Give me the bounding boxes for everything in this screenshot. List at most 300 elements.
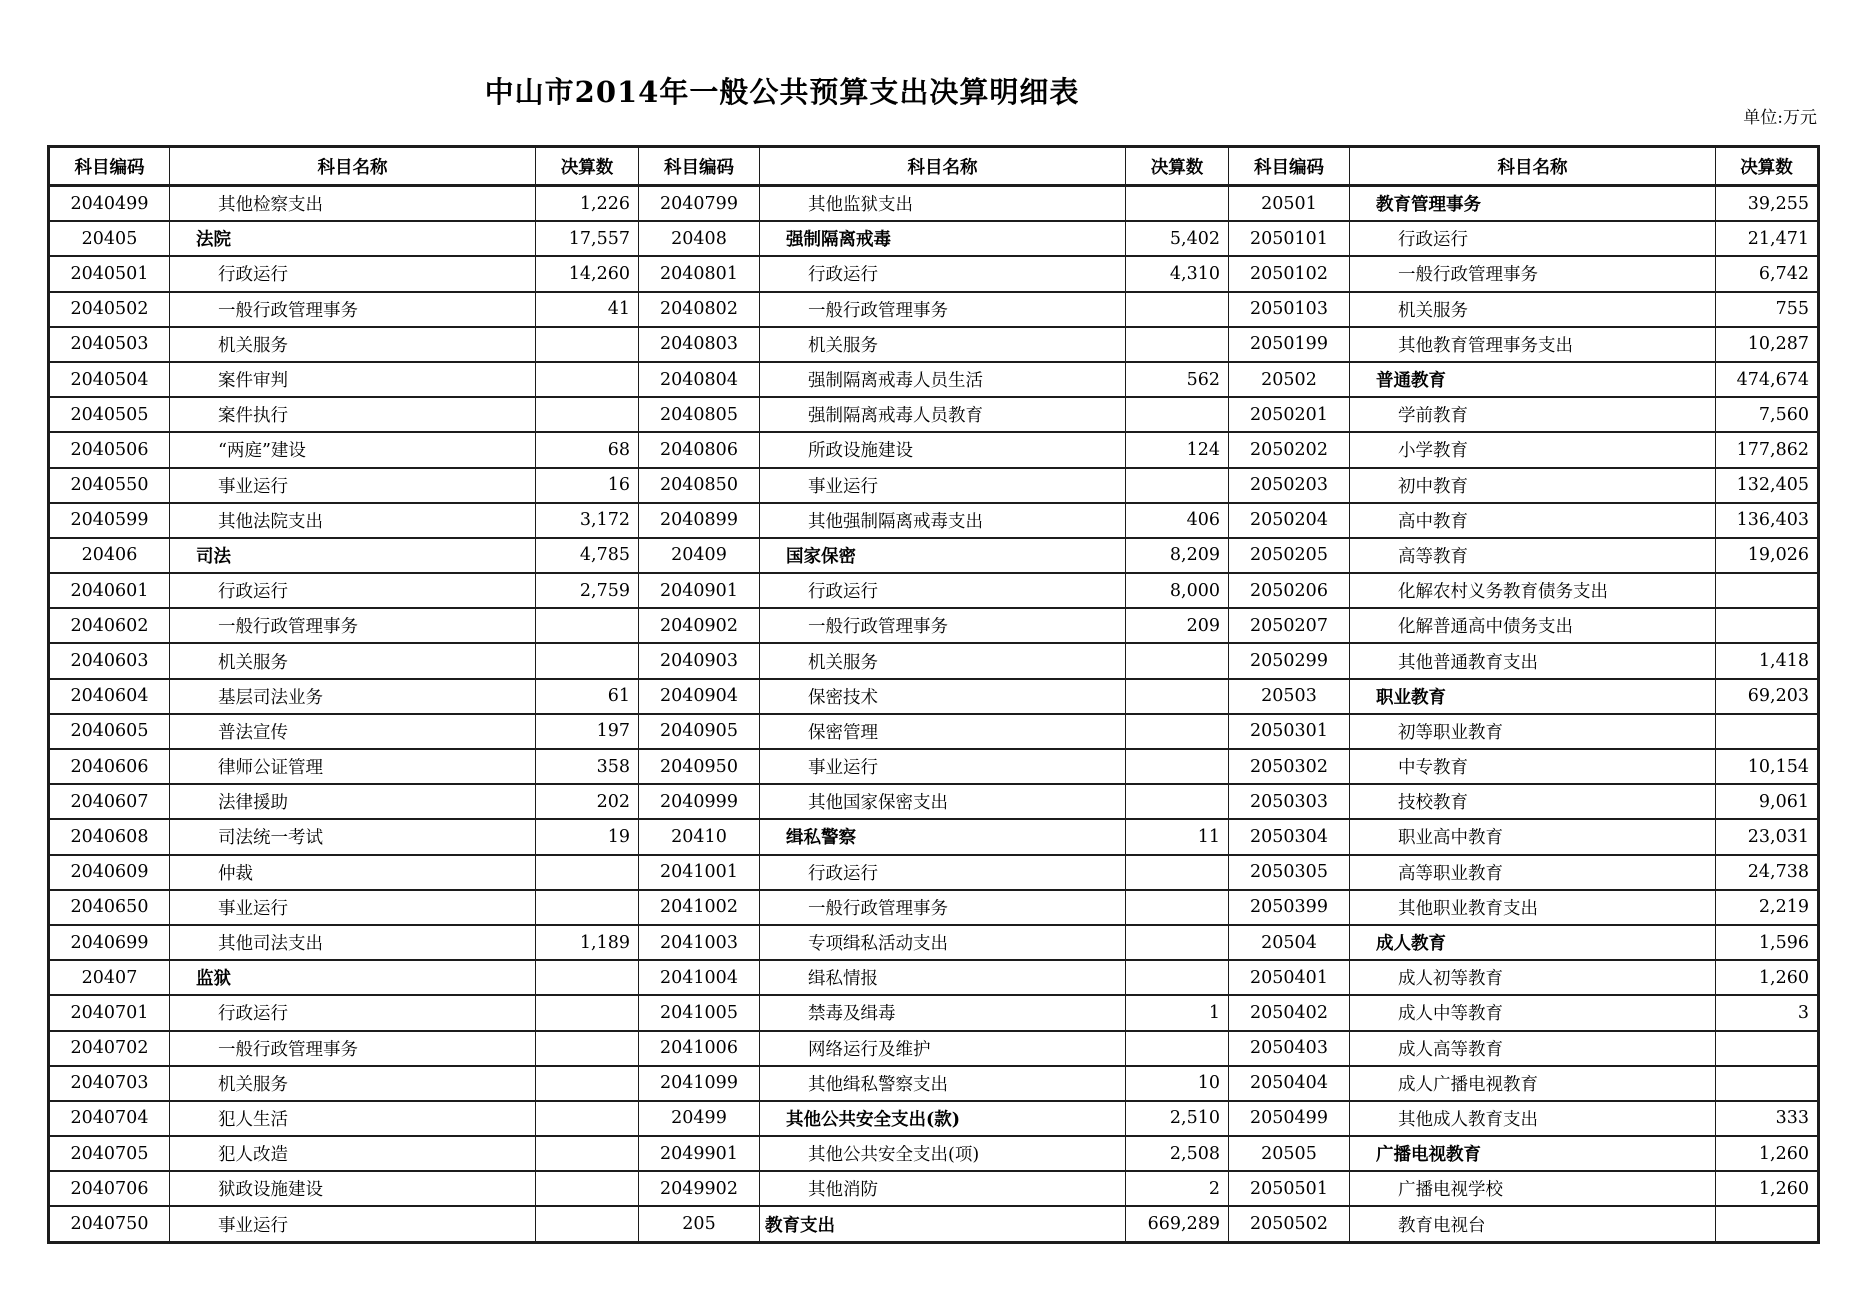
subject-name-cell: 其他成人教育支出 <box>1350 1101 1716 1136</box>
subject-name-cell: 律师公证管理 <box>170 749 536 784</box>
subject-code-cell: 2041002 <box>639 890 760 925</box>
final-amount-cell <box>1126 186 1229 222</box>
header-row <box>49 147 1819 186</box>
table-row <box>49 1171 1819 1206</box>
subject-code-cell: 2050305 <box>1229 855 1350 890</box>
table-row <box>49 643 1819 678</box>
subject-name-cell: 一般行政管理事务 <box>760 890 1126 925</box>
final-amount-cell: 4,785 <box>536 538 639 573</box>
table-row <box>49 256 1819 291</box>
final-amount-cell <box>536 1101 639 1136</box>
subject-code-cell: 20408 <box>639 221 760 256</box>
subject-code-cell: 2050399 <box>1229 890 1350 925</box>
table-row <box>49 1101 1819 1136</box>
subject-code-cell: 2040806 <box>639 432 760 467</box>
column-header: 科目编码 <box>1229 147 1350 186</box>
final-amount-cell: 669,289 <box>1126 1206 1229 1242</box>
subject-code-cell: 2049902 <box>639 1171 760 1206</box>
subject-name-cell: 保密管理 <box>760 714 1126 749</box>
subject-code-cell: 2040706 <box>49 1171 170 1206</box>
subject-code-cell: 2050101 <box>1229 221 1350 256</box>
final-amount-cell <box>1126 292 1229 327</box>
subject-code-cell: 2040501 <box>49 256 170 291</box>
subject-name-cell: 法律援助 <box>170 784 536 819</box>
table-row <box>49 221 1819 256</box>
subject-name-cell: 行政运行 <box>170 256 536 291</box>
final-amount-cell <box>1716 1066 1819 1101</box>
subject-code-cell: 2040802 <box>639 292 760 327</box>
subject-name-cell: 行政运行 <box>760 855 1126 890</box>
final-amount-cell <box>536 1066 639 1101</box>
subject-code-cell: 2040799 <box>639 186 760 222</box>
subject-code-cell: 2040599 <box>49 503 170 538</box>
subject-name-cell: 教育电视台 <box>1350 1206 1716 1242</box>
subject-code-cell: 20504 <box>1229 925 1350 960</box>
final-amount-cell: 19 <box>536 819 639 854</box>
table-row <box>49 1206 1819 1242</box>
subject-code-cell: 2040801 <box>639 256 760 291</box>
subject-code-cell: 2050207 <box>1229 608 1350 643</box>
final-amount-cell: 9,061 <box>1716 784 1819 819</box>
final-amount-cell: 2 <box>1126 1171 1229 1206</box>
final-amount-cell: 1 <box>1126 995 1229 1030</box>
subject-name-cell: 事业运行 <box>170 890 536 925</box>
subject-name-cell: 学前教育 <box>1350 397 1716 432</box>
final-amount-cell <box>1716 1206 1819 1242</box>
final-amount-cell: 197 <box>536 714 639 749</box>
final-amount-cell <box>1126 1031 1229 1066</box>
subject-code-cell: 2040506 <box>49 432 170 467</box>
final-amount-cell: 2,510 <box>1126 1101 1229 1136</box>
subject-code-cell: 2040701 <box>49 995 170 1030</box>
subject-name-cell: 犯人改造 <box>170 1136 536 1171</box>
subject-code-cell: 20501 <box>1229 186 1350 222</box>
subject-name-cell: 狱政设施建设 <box>170 1171 536 1206</box>
table-row <box>49 819 1819 854</box>
final-amount-cell: 3,172 <box>536 503 639 538</box>
final-amount-cell <box>536 327 639 362</box>
final-amount-cell <box>536 608 639 643</box>
table-header <box>49 147 1819 186</box>
subject-name-cell: 其他法院支出 <box>170 503 536 538</box>
subject-code-cell: 2040850 <box>639 468 760 503</box>
subject-code-cell: 2050206 <box>1229 573 1350 608</box>
subject-name-cell: 教育支出 <box>760 1206 1126 1242</box>
subject-name-cell: 事业运行 <box>170 468 536 503</box>
subject-code-cell: 2040603 <box>49 643 170 678</box>
subject-name-cell: 缉私情报 <box>760 960 1126 995</box>
subject-code-cell: 2040902 <box>639 608 760 643</box>
subject-name-cell: 成人初等教育 <box>1350 960 1716 995</box>
table-row <box>49 292 1819 327</box>
subject-code-cell: 20405 <box>49 221 170 256</box>
table-row <box>49 503 1819 538</box>
subject-code-cell: 2040609 <box>49 855 170 890</box>
subject-code-cell: 2041099 <box>639 1066 760 1101</box>
table-row <box>49 890 1819 925</box>
subject-code-cell: 2040650 <box>49 890 170 925</box>
final-amount-cell: 7,560 <box>1716 397 1819 432</box>
subject-code-cell: 2040550 <box>49 468 170 503</box>
final-amount-cell: 61 <box>536 679 639 714</box>
subject-code-cell: 2050204 <box>1229 503 1350 538</box>
final-amount-cell: 8,209 <box>1126 538 1229 573</box>
final-amount-cell <box>1716 608 1819 643</box>
table-body <box>49 186 1819 1243</box>
final-amount-cell <box>1126 784 1229 819</box>
subject-name-cell: 成人高等教育 <box>1350 1031 1716 1066</box>
final-amount-cell <box>1126 468 1229 503</box>
subject-code-cell: 2040904 <box>639 679 760 714</box>
final-amount-cell: 39,255 <box>1716 186 1819 222</box>
subject-name-cell: 国家保密 <box>760 538 1126 573</box>
final-amount-cell: 14,260 <box>536 256 639 291</box>
subject-name-cell: 普法宣传 <box>170 714 536 749</box>
subject-name-cell: 职业高中教育 <box>1350 819 1716 854</box>
subject-name-cell: 其他教育管理事务支出 <box>1350 327 1716 362</box>
subject-code-cell: 2050103 <box>1229 292 1350 327</box>
subject-name-cell: 高等职业教育 <box>1350 855 1716 890</box>
subject-code-cell: 2050199 <box>1229 327 1350 362</box>
subject-name-cell: 机关服务 <box>1350 292 1716 327</box>
final-amount-cell: 2,508 <box>1126 1136 1229 1171</box>
subject-name-cell: 强制隔离戒毒人员生活 <box>760 362 1126 397</box>
final-amount-cell: 11 <box>1126 819 1229 854</box>
subject-code-cell: 2041005 <box>639 995 760 1030</box>
subject-name-cell: 强制隔离戒毒 <box>760 221 1126 256</box>
subject-name-cell: “两庭”建设 <box>170 432 536 467</box>
table-row <box>49 397 1819 432</box>
final-amount-cell: 19,026 <box>1716 538 1819 573</box>
final-amount-cell <box>536 1136 639 1171</box>
subject-code-cell: 2040703 <box>49 1066 170 1101</box>
table-row <box>49 855 1819 890</box>
subject-name-cell: 案件审判 <box>170 362 536 397</box>
subject-code-cell: 2050203 <box>1229 468 1350 503</box>
subject-name-cell: 一般行政管理事务 <box>1350 256 1716 291</box>
subject-code-cell: 2050102 <box>1229 256 1350 291</box>
final-amount-cell: 202 <box>536 784 639 819</box>
final-amount-cell: 562 <box>1126 362 1229 397</box>
subject-name-cell: 机关服务 <box>760 643 1126 678</box>
subject-code-cell: 2040999 <box>639 784 760 819</box>
subject-name-cell: 行政运行 <box>170 995 536 1030</box>
subject-code-cell: 2040903 <box>639 643 760 678</box>
table-row <box>49 784 1819 819</box>
final-amount-cell <box>536 1031 639 1066</box>
subject-name-cell: 行政运行 <box>760 256 1126 291</box>
subject-code-cell: 2040901 <box>639 573 760 608</box>
final-amount-cell <box>1716 1031 1819 1066</box>
subject-name-cell: 行政运行 <box>170 573 536 608</box>
table-row <box>49 362 1819 397</box>
subject-code-cell: 2050401 <box>1229 960 1350 995</box>
subject-code-cell: 2050404 <box>1229 1066 1350 1101</box>
subject-name-cell: 其他职业教育支出 <box>1350 890 1716 925</box>
subject-name-cell: 一般行政管理事务 <box>170 1031 536 1066</box>
subject-code-cell: 2040699 <box>49 925 170 960</box>
table-row <box>49 186 1819 222</box>
table-row <box>49 995 1819 1030</box>
budget-table <box>47 145 1820 1244</box>
final-amount-cell: 16 <box>536 468 639 503</box>
table-row <box>49 573 1819 608</box>
final-amount-cell <box>536 362 639 397</box>
subject-code-cell: 2050403 <box>1229 1031 1350 1066</box>
table-row <box>49 679 1819 714</box>
subject-name-cell: 事业运行 <box>760 749 1126 784</box>
table-row <box>49 749 1819 784</box>
table-row <box>49 1066 1819 1101</box>
table-row <box>49 327 1819 362</box>
subject-name-cell: 初等职业教育 <box>1350 714 1716 749</box>
subject-code-cell: 2050202 <box>1229 432 1350 467</box>
subject-code-cell: 2040502 <box>49 292 170 327</box>
subject-code-cell: 2050299 <box>1229 643 1350 678</box>
column-header: 科目名称 <box>1350 147 1716 186</box>
subject-code-cell: 2040705 <box>49 1136 170 1171</box>
subject-code-cell: 2040803 <box>639 327 760 362</box>
subject-name-cell: 其他缉私警察支出 <box>760 1066 1126 1101</box>
final-amount-cell: 1,260 <box>1716 960 1819 995</box>
column-header: 决算数 <box>536 147 639 186</box>
subject-name-cell: 成人中等教育 <box>1350 995 1716 1030</box>
subject-name-cell: 事业运行 <box>170 1206 536 1242</box>
column-header: 科目编码 <box>639 147 760 186</box>
subject-code-cell: 2040950 <box>639 749 760 784</box>
subject-code-cell: 20407 <box>49 960 170 995</box>
subject-name-cell: 基层司法业务 <box>170 679 536 714</box>
final-amount-cell <box>536 397 639 432</box>
subject-code-cell: 2040804 <box>639 362 760 397</box>
column-header: 科目名称 <box>760 147 1126 186</box>
table-row <box>49 1136 1819 1171</box>
subject-name-cell: 机关服务 <box>170 643 536 678</box>
final-amount-cell <box>536 855 639 890</box>
final-amount-cell: 1,260 <box>1716 1136 1819 1171</box>
subject-name-cell: 网络运行及维护 <box>760 1031 1126 1066</box>
table-row <box>49 1031 1819 1066</box>
final-amount-cell: 755 <box>1716 292 1819 327</box>
subject-code-cell: 2040504 <box>49 362 170 397</box>
table-row <box>49 714 1819 749</box>
subject-code-cell: 2050205 <box>1229 538 1350 573</box>
final-amount-cell: 69,203 <box>1716 679 1819 714</box>
subject-code-cell: 2050303 <box>1229 784 1350 819</box>
subject-code-cell: 20505 <box>1229 1136 1350 1171</box>
subject-name-cell: 成人教育 <box>1350 925 1716 960</box>
subject-code-cell: 2040805 <box>639 397 760 432</box>
subject-name-cell: 化解普通高中债务支出 <box>1350 608 1716 643</box>
subject-name-cell: 一般行政管理事务 <box>760 292 1126 327</box>
final-amount-cell: 2,219 <box>1716 890 1819 925</box>
final-amount-cell: 68 <box>536 432 639 467</box>
subject-code-cell: 2049901 <box>639 1136 760 1171</box>
subject-code-cell: 2050499 <box>1229 1101 1350 1136</box>
column-header: 决算数 <box>1126 147 1229 186</box>
subject-code-cell: 2041004 <box>639 960 760 995</box>
subject-name-cell: 案件执行 <box>170 397 536 432</box>
subject-name-cell: 专项缉私活动支出 <box>760 925 1126 960</box>
final-amount-cell: 333 <box>1716 1101 1819 1136</box>
final-amount-cell: 406 <box>1126 503 1229 538</box>
final-amount-cell: 6,742 <box>1716 256 1819 291</box>
final-amount-cell <box>536 1171 639 1206</box>
final-amount-cell: 17,557 <box>536 221 639 256</box>
final-amount-cell <box>1126 327 1229 362</box>
subject-name-cell: 广播电视教育 <box>1350 1136 1716 1171</box>
subject-name-cell: 机关服务 <box>170 1066 536 1101</box>
subject-name-cell: 广播电视学校 <box>1350 1171 1716 1206</box>
subject-name-cell: 高等教育 <box>1350 538 1716 573</box>
subject-name-cell: 行政运行 <box>760 573 1126 608</box>
subject-name-cell: 中专教育 <box>1350 749 1716 784</box>
page-title: 中山市2014年一般公共预算支出决算明细表 <box>484 75 1080 109</box>
final-amount-cell <box>1126 960 1229 995</box>
final-amount-cell: 1,226 <box>536 186 639 222</box>
final-amount-cell: 136,403 <box>1716 503 1819 538</box>
subject-name-cell: 化解农村义务教育债务支出 <box>1350 573 1716 608</box>
subject-code-cell: 2040607 <box>49 784 170 819</box>
final-amount-cell <box>1126 679 1229 714</box>
subject-name-cell: 一般行政管理事务 <box>170 608 536 643</box>
final-amount-cell <box>536 890 639 925</box>
subject-code-cell: 2040899 <box>639 503 760 538</box>
subject-code-cell: 20503 <box>1229 679 1350 714</box>
subject-name-cell: 仲裁 <box>170 855 536 890</box>
subject-name-cell: 成人广播电视教育 <box>1350 1066 1716 1101</box>
subject-code-cell: 2041006 <box>639 1031 760 1066</box>
subject-code-cell: 2050502 <box>1229 1206 1350 1242</box>
subject-name-cell: 其他监狱支出 <box>760 186 1126 222</box>
subject-name-cell: 小学教育 <box>1350 432 1716 467</box>
column-header: 决算数 <box>1716 147 1819 186</box>
subject-code-cell: 205 <box>639 1206 760 1242</box>
subject-code-cell: 2050201 <box>1229 397 1350 432</box>
subject-name-cell: 机关服务 <box>170 327 536 362</box>
subject-code-cell: 2040499 <box>49 186 170 222</box>
table-row <box>49 468 1819 503</box>
final-amount-cell <box>1126 643 1229 678</box>
subject-name-cell: 其他公共安全支出(项) <box>760 1136 1126 1171</box>
subject-name-cell: 其他普通教育支出 <box>1350 643 1716 678</box>
table-row <box>49 608 1819 643</box>
subject-name-cell: 其他检察支出 <box>170 186 536 222</box>
final-amount-cell: 124 <box>1126 432 1229 467</box>
final-amount-cell: 23,031 <box>1716 819 1819 854</box>
final-amount-cell: 1,596 <box>1716 925 1819 960</box>
final-amount-cell <box>1126 855 1229 890</box>
subject-code-cell: 20502 <box>1229 362 1350 397</box>
final-amount-cell: 358 <box>536 749 639 784</box>
subject-name-cell: 其他司法支出 <box>170 925 536 960</box>
subject-name-cell: 其他强制隔离戒毒支出 <box>760 503 1126 538</box>
column-header: 科目编码 <box>49 147 170 186</box>
subject-name-cell: 司法 <box>170 538 536 573</box>
subject-code-cell: 20499 <box>639 1101 760 1136</box>
subject-code-cell: 2040750 <box>49 1206 170 1242</box>
final-amount-cell: 177,862 <box>1716 432 1819 467</box>
subject-code-cell: 2040601 <box>49 573 170 608</box>
final-amount-cell <box>1716 573 1819 608</box>
final-amount-cell: 474,674 <box>1716 362 1819 397</box>
subject-name-cell: 教育管理事务 <box>1350 186 1716 222</box>
final-amount-cell: 24,738 <box>1716 855 1819 890</box>
subject-name-cell: 禁毒及缉毒 <box>760 995 1126 1030</box>
subject-name-cell: 其他消防 <box>760 1171 1126 1206</box>
subject-name-cell: 其他国家保密支出 <box>760 784 1126 819</box>
table-row <box>49 538 1819 573</box>
final-amount-cell <box>536 1206 639 1242</box>
final-amount-cell: 3 <box>1716 995 1819 1030</box>
final-amount-cell <box>1716 714 1819 749</box>
final-amount-cell: 1,260 <box>1716 1171 1819 1206</box>
subject-code-cell: 2040602 <box>49 608 170 643</box>
final-amount-cell: 132,405 <box>1716 468 1819 503</box>
final-amount-cell: 1,189 <box>536 925 639 960</box>
final-amount-cell: 10,154 <box>1716 749 1819 784</box>
final-amount-cell: 5,402 <box>1126 221 1229 256</box>
final-amount-cell: 21,471 <box>1716 221 1819 256</box>
subject-code-cell: 2040503 <box>49 327 170 362</box>
final-amount-cell <box>536 960 639 995</box>
subject-code-cell: 2050501 <box>1229 1171 1350 1206</box>
subject-name-cell: 其他公共安全支出(款) <box>760 1101 1126 1136</box>
final-amount-cell <box>536 643 639 678</box>
subject-code-cell: 2041001 <box>639 855 760 890</box>
subject-name-cell: 行政运行 <box>1350 221 1716 256</box>
table-row <box>49 960 1819 995</box>
final-amount-cell: 1,418 <box>1716 643 1819 678</box>
final-amount-cell: 10 <box>1126 1066 1229 1101</box>
subject-code-cell: 2040702 <box>49 1031 170 1066</box>
final-amount-cell: 2,759 <box>536 573 639 608</box>
subject-name-cell: 保密技术 <box>760 679 1126 714</box>
subject-code-cell: 2041003 <box>639 925 760 960</box>
subject-code-cell: 2040608 <box>49 819 170 854</box>
final-amount-cell: 10,287 <box>1716 327 1819 362</box>
subject-code-cell: 20409 <box>639 538 760 573</box>
final-amount-cell: 41 <box>536 292 639 327</box>
final-amount-cell: 209 <box>1126 608 1229 643</box>
subject-name-cell: 强制隔离戒毒人员教育 <box>760 397 1126 432</box>
subject-name-cell: 初中教育 <box>1350 468 1716 503</box>
final-amount-cell <box>1126 714 1229 749</box>
subject-name-cell: 司法统一考试 <box>170 819 536 854</box>
final-amount-cell: 8,000 <box>1126 573 1229 608</box>
subject-code-cell: 2040606 <box>49 749 170 784</box>
subject-name-cell: 普通教育 <box>1350 362 1716 397</box>
subject-code-cell: 20410 <box>639 819 760 854</box>
subject-name-cell: 机关服务 <box>760 327 1126 362</box>
subject-code-cell: 2040704 <box>49 1101 170 1136</box>
table-row <box>49 925 1819 960</box>
subject-name-cell: 技校教育 <box>1350 784 1716 819</box>
subject-name-cell: 犯人生活 <box>170 1101 536 1136</box>
table-row <box>49 432 1819 467</box>
subject-code-cell: 2040605 <box>49 714 170 749</box>
subject-name-cell: 所政设施建设 <box>760 432 1126 467</box>
subject-name-cell: 一般行政管理事务 <box>760 608 1126 643</box>
subject-name-cell: 缉私警察 <box>760 819 1126 854</box>
subject-name-cell: 法院 <box>170 221 536 256</box>
subject-code-cell: 2050302 <box>1229 749 1350 784</box>
subject-name-cell: 事业运行 <box>760 468 1126 503</box>
subject-code-cell: 2050304 <box>1229 819 1350 854</box>
subject-name-cell: 职业教育 <box>1350 679 1716 714</box>
column-header: 科目名称 <box>170 147 536 186</box>
final-amount-cell: 4,310 <box>1126 256 1229 291</box>
